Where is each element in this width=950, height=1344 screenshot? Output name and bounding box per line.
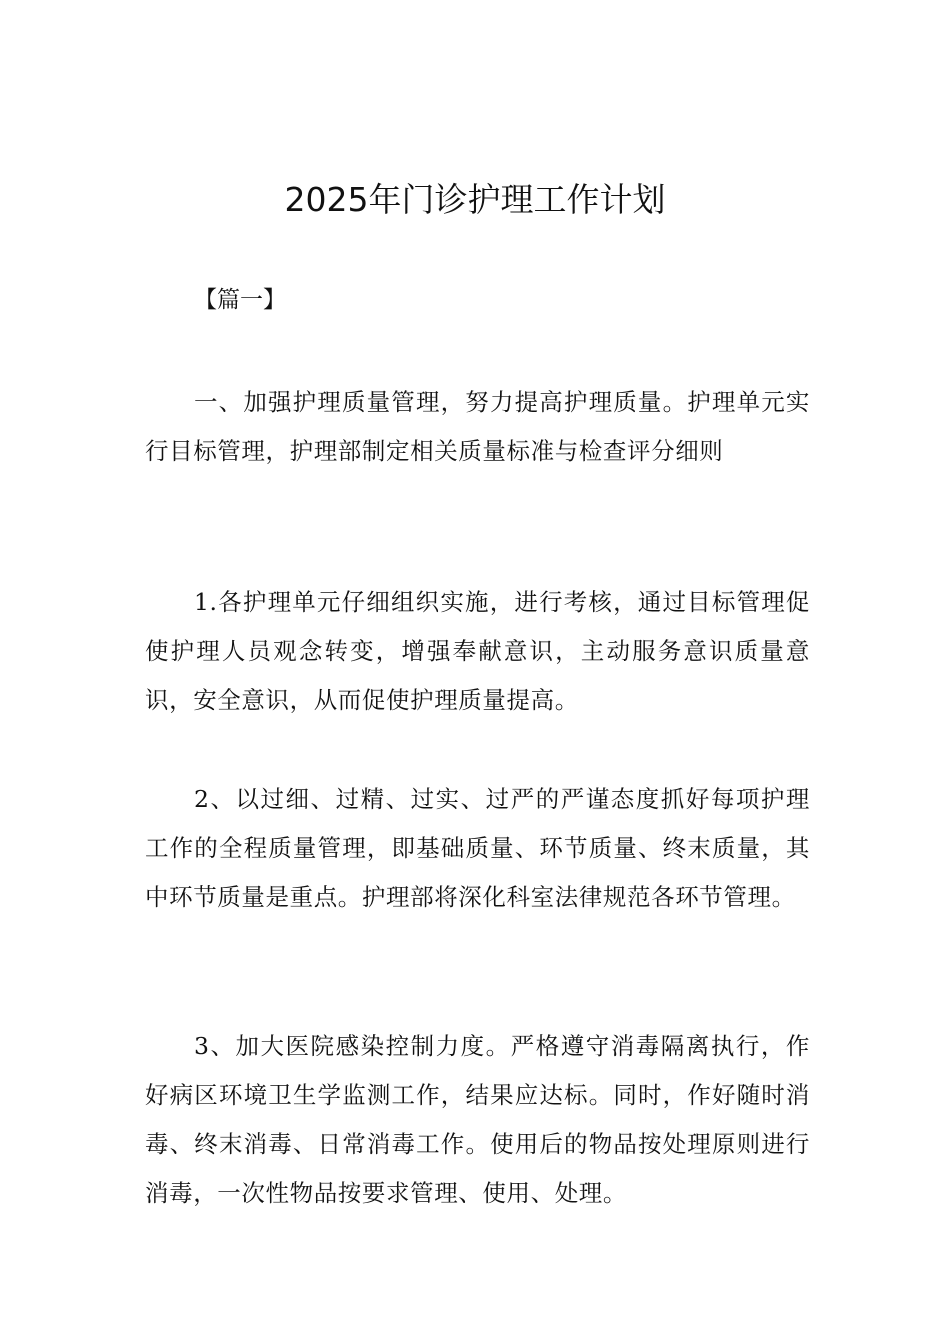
paragraph-2: 1.各护理单元仔细组织实施，进行考核，通过目标管理促使护理人员观念转变，增强奉献意识，主动服务意识质量意识，安全意识，从而促使护理质量提高。	[145, 588, 810, 714]
paragraph-1: 一、加强护理质量管理，努力提高护理质量。护理单元实行目标管理，护理部制定相关质量标准与检查评分细则	[145, 388, 810, 465]
paragraph-4: 3、加大医院感染控制力度。严格遵守消毒隔离执行，作好病区环境卫生学监测工作，结果应达标。同时，作好随时消毒、终末消毒、日常消毒工作。使用后的物品按处理原则进行消毒，一次性物品按要求管理、使用、处理。	[145, 1032, 810, 1207]
page-title: 2025年门诊护理工作计划	[284, 180, 666, 219]
paragraph-3: 2、以过细、过精、过实、过严的严谨态度抓好每项护理工作的全程质量管理，即基础质量、环节质量、终末质量，其中环节质量是重点。护理部将深化科室法律规范各环节管理。	[145, 785, 810, 911]
section-label: 【篇一】	[194, 287, 286, 313]
